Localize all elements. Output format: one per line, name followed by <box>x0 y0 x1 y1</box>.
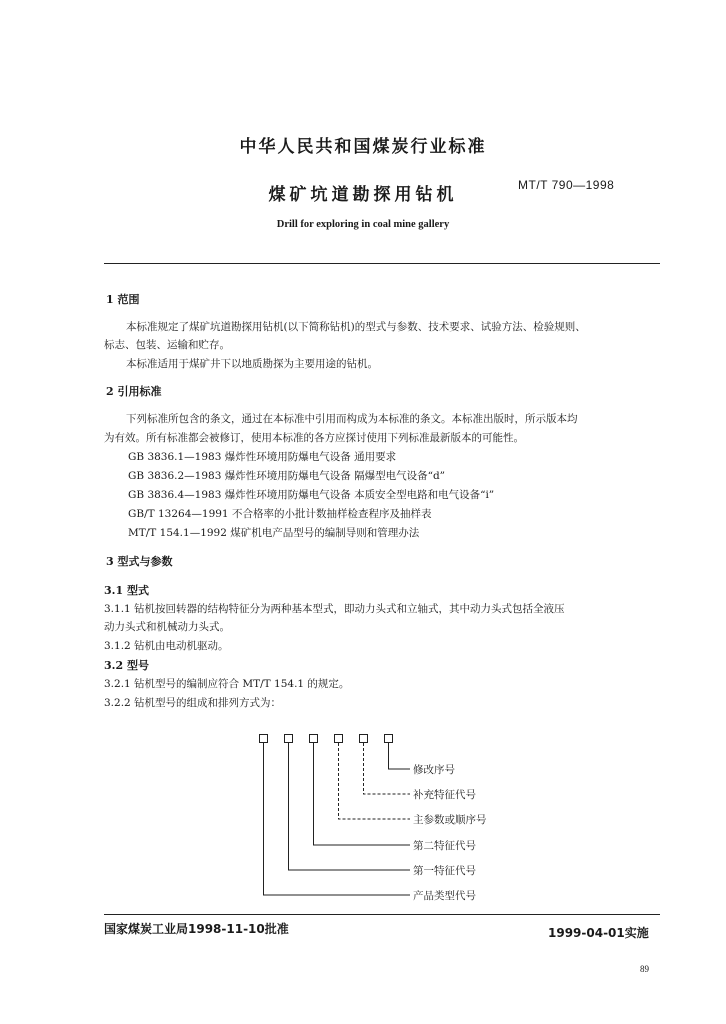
code-box <box>334 734 343 743</box>
page-number: 89 <box>640 964 649 974</box>
leader-line <box>289 743 411 870</box>
standard-code: MT/T 790—1998 <box>518 178 615 192</box>
header-rule <box>104 263 660 264</box>
approval-statement: 国家煤炭工业局1998-11-10批准 <box>104 922 289 936</box>
diagram-label-supplementary: 补充特征代号 <box>413 789 476 801</box>
code-box <box>259 734 268 743</box>
clause-3-2-1: 3.2.1 钻机型号的编制应符合 MT/T 154.1 的规定。 <box>104 678 350 690</box>
reference-item: MT/T 154.1—1992 煤矿机电产品型号的编制导则和管理办法 <box>128 527 420 539</box>
diagram-label-second-feature: 第二特征代号 <box>413 840 476 852</box>
leader-line <box>264 743 411 895</box>
section-2-heading: 2 引用标准 <box>106 385 162 398</box>
clause-3-1-1-line-2: 动力头式和机械动力头式。 <box>104 621 230 633</box>
diagram-label-product-type: 产品类型代号 <box>413 890 476 902</box>
diagram-label-first-feature: 第一特征代号 <box>413 865 476 877</box>
standard-title-chinese: 煤矿坑道勘探用钻机 <box>268 185 458 205</box>
footer-rule <box>104 914 660 915</box>
subsection-3-2-heading: 3.2 型号 <box>104 659 149 672</box>
code-box <box>384 734 393 743</box>
diagram-label-revision: 修改序号 <box>413 764 455 776</box>
leader-line <box>339 743 411 819</box>
leader-line <box>389 743 411 769</box>
section-2-para-line-2: 为有效。所有标准都会被修订，使用本标准的各方应探讨使用下列标准最新版本的可能性。 <box>104 432 524 444</box>
clause-3-2-2: 3.2.2 钻机型号的组成和排列方式为： <box>104 697 282 709</box>
section-1-para-1-line-1: 本标准规定了煤矿坑道勘探用钻机(以下简称钻机)的型式与参数、技术要求、试验方法、检验规则、 <box>126 321 586 333</box>
leader-line <box>314 743 411 845</box>
reference-item: GB 3836.2—1983 爆炸性环境用防爆电气设备 隔爆型电气设备“d” <box>128 470 446 482</box>
section-1-para-1-line-2: 标志、包装、运输和贮存。 <box>104 339 230 351</box>
code-box <box>284 734 293 743</box>
code-box <box>359 734 368 743</box>
clause-3-1-1-line-1: 3.1.1 钻机按回转器的结构特征分为两种基本型式，即动力头式和立轴式，其中动力头式包括全液压 <box>104 603 565 615</box>
reference-item: GB 3836.1—1983 爆炸性环境用防爆电气设备 通用要求 <box>128 451 397 463</box>
leader-line <box>364 743 411 794</box>
section-1-heading: 1 范围 <box>106 293 140 306</box>
clause-3-1-2: 3.1.2 钻机由电动机驱动。 <box>104 640 229 652</box>
section-1-para-2: 本标准适用于煤矿井下以地质勘探为主要用途的钻机。 <box>126 358 378 370</box>
section-2-para-line-1: 下列标准所包含的条文，通过在本标准中引用而构成为本标准的条文。本标准出版时，所示版本均 <box>126 413 578 425</box>
reference-item: GB 3836.4—1983 爆炸性环境用防爆电气设备 本质安全型电路和电气设备“i” <box>128 489 495 501</box>
reference-item: GB/T 13264—1991 不合格率的小批计数抽样检查程序及抽样表 <box>128 508 432 520</box>
section-3-heading: 3 型式与参数 <box>106 555 173 568</box>
code-box <box>309 734 318 743</box>
subsection-3-1-heading: 3.1 型式 <box>104 584 149 597</box>
issuing-organization: 中华人民共和国煤炭行业标准 <box>239 137 487 157</box>
standard-title-english: Drill for exploring in coal mine gallery <box>276 219 450 230</box>
diagram-label-main-parameter: 主参数或顺序号 <box>413 814 487 826</box>
implementation-date: 1999-04-01实施 <box>548 926 649 940</box>
